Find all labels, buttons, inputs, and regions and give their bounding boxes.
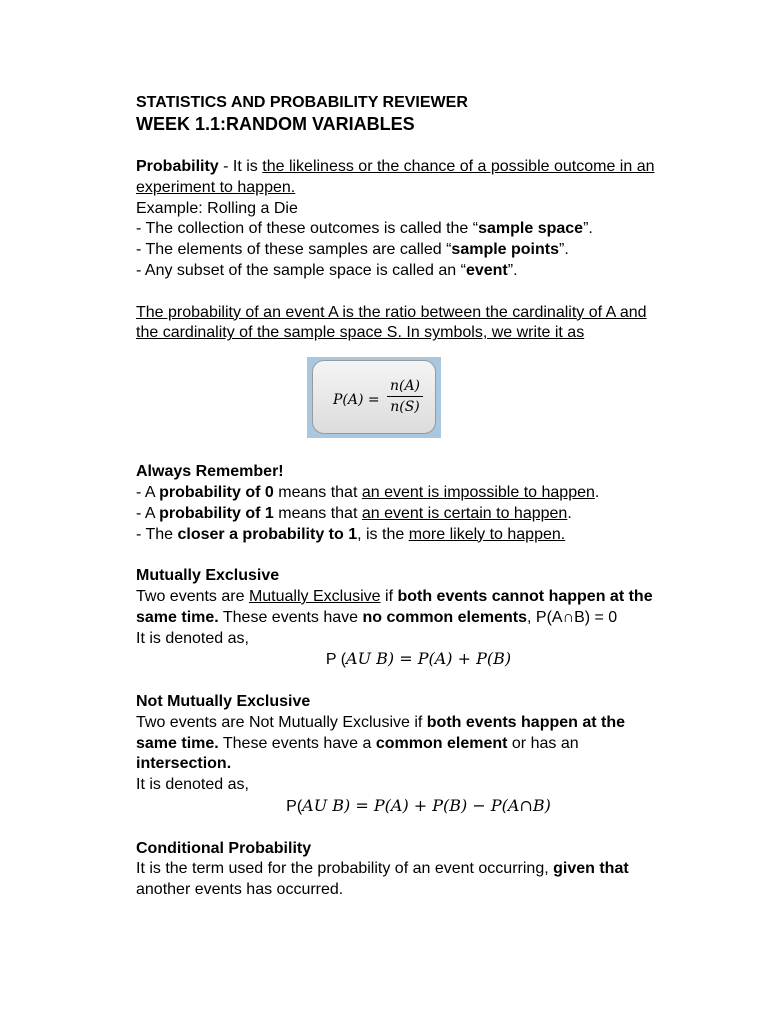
fraction-bar [387, 396, 423, 397]
remember-item-probability-0: - A probability of 0 means that an event is impossible to happen. [136, 483, 600, 501]
not-mutually-exclusive-line-3: intersection. [136, 755, 232, 773]
not-mutually-exclusive-formula: P(AU B) = P(A) + P(B) − P(A∩B) [286, 795, 551, 815]
not-mutually-exclusive-line-1: Two events are Not Mutually Exclusive if both events happen at the [136, 713, 626, 731]
probability-term: Probability [136, 158, 219, 175]
document-subtitle: WEEK 1.1:RANDOM VARIABLES [136, 114, 415, 134]
conditional-probability-line-2: another events has occurred. [136, 881, 344, 899]
probability-definition-line-2: experiment to happen. [136, 178, 296, 196]
mutually-exclusive-line-2: same time. These events have no common elements, P(A∩B) = 0 [136, 608, 618, 626]
ratio-text-line-1: The probability of an event A is the ratio between the cardinality of A and [136, 303, 647, 321]
formula-lhs: P(A) = [333, 392, 380, 408]
sample-space-bullet: - The collection of these outcomes is called the “sample space”. [136, 220, 593, 238]
mutually-exclusive-heading: Mutually Exclusive [136, 567, 280, 585]
remember-item-closer: - The closer a probability to 1, is the more likely to happen. [136, 525, 566, 543]
probability-definition: the likeliness or the chance of a possible outcome in an [262, 158, 655, 175]
probability-formula-image [307, 357, 441, 438]
not-mutually-exclusive-denoted: It is denoted as, [136, 776, 249, 794]
mutually-exclusive-formula: P (AU B) = P(A) + P(B) [325, 649, 512, 669]
document-title: STATISTICS AND PROBABILITY REVIEWER [136, 94, 468, 111]
conditional-probability-line-1: It is the term used for the probability of an event occurring, given that [136, 860, 629, 878]
mutually-exclusive-line-1: Two events are Mutually Exclusive if both events cannot happen at the [136, 587, 653, 605]
probability-formula-box [312, 360, 436, 434]
formula-numerator: n(A) [389, 378, 421, 394]
ratio-text-line-2: the cardinality of the sample space S. In symbols, we write it as [136, 324, 585, 342]
probability-definition-line-1: Probability - It is the likeliness or the chance of a possible outcome in an [136, 158, 655, 175]
always-remember-heading: Always Remember! [136, 463, 284, 481]
not-mutually-exclusive-line-2: same time. These events have a common element or has an [136, 734, 579, 752]
remember-item-probability-1: - A probability of 1 means that an event is certain to happen. [136, 504, 572, 522]
conditional-probability-heading: Conditional Probability [136, 839, 312, 857]
mutually-exclusive-denoted: It is denoted as, [136, 629, 249, 647]
not-mutually-exclusive-heading: Not Mutually Exclusive [136, 692, 311, 710]
formula-denominator: n(S) [390, 399, 420, 415]
probability-example: Example: Rolling a Die [136, 199, 298, 217]
sample-points-bullet: - The elements of these samples are called “sample points”. [136, 241, 569, 259]
document-page [136, 93, 676, 901]
event-bullet: - Any subset of the sample space is called an “event”. [136, 261, 518, 279]
formula-fraction [387, 377, 423, 416]
